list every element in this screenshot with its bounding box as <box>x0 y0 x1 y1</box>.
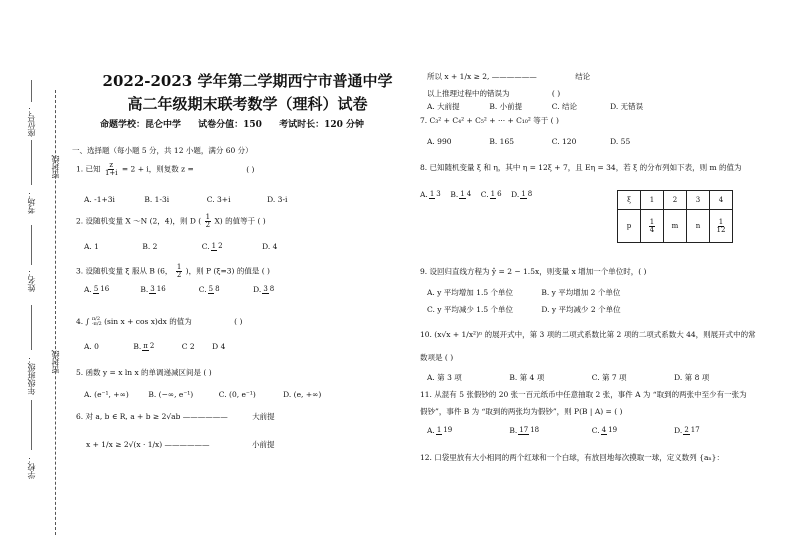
option-b[interactable]: B. (−∞, e⁻¹) <box>148 390 194 399</box>
seal-line-label-2: 密封线 <box>51 350 60 374</box>
table-cell: 2 <box>664 191 687 210</box>
q5-options <box>84 390 321 399</box>
q8-options <box>420 190 534 199</box>
option-a[interactable]: A. 1 19 <box>427 426 453 435</box>
table-cell: 4 <box>710 191 733 210</box>
q6-options <box>427 101 643 112</box>
option-a[interactable]: A. 大前提 <box>427 102 460 111</box>
option-c[interactable]: C. y 平均减少 1.5 个单位 <box>427 305 514 314</box>
seat-label: 座位号： <box>27 105 36 137</box>
seat-line <box>31 80 32 102</box>
option-a[interactable]: A. 第 3 项 <box>427 373 462 382</box>
setter-school: 命题学校：昆仑中学 <box>100 120 182 130</box>
q4-options <box>84 342 225 351</box>
table-cell: $\frac{1}{12}$ <box>710 210 733 243</box>
option-a[interactable]: A. 0 <box>84 342 99 351</box>
question-10-line2: 数项是 ( ) <box>420 353 454 362</box>
option-b[interactable]: B. π 2 <box>133 342 155 351</box>
q1-fraction: $\frac{z}{1+i}$ <box>104 161 118 177</box>
option-c[interactable]: C 2 <box>181 342 195 351</box>
question-8: 8. 已知随机变量 ξ 和 η，其中 η = 12ξ + 7，且 Eη = 34，若 ξ 的分布列如下表，则 m 的值为 <box>420 163 742 172</box>
question-4: 4. ∫ π/2 -π/2 (sin x + cos x)dx 的值为 ( ) <box>76 316 243 327</box>
exam-title-line1: 2022-2023 学年第二学期西宁市普通中学 <box>102 72 393 90</box>
exam-meta <box>100 117 378 130</box>
q1-options <box>84 195 287 204</box>
exam-title-line2: 高二年级期末联考数学（理科）试卷 <box>127 95 368 113</box>
option-d[interactable]: D. y 平均减少 2 个单位 <box>541 305 621 314</box>
school-line <box>31 400 32 450</box>
table-cell: m <box>664 210 687 243</box>
option-d[interactable]: D. 无错误 <box>610 102 644 111</box>
question-6-minor: x + 1/x ≥ 2√(x · 1/x) —————— 小前提 <box>86 440 275 449</box>
option-b[interactable]: B. 165 <box>489 137 514 146</box>
table-cell: p <box>618 210 641 243</box>
option-a[interactable]: A. (e⁻¹, +∞) <box>84 390 129 399</box>
duration: 考试时长：120 分钟 <box>279 120 365 130</box>
seal-dashed-line <box>55 90 56 535</box>
option-c[interactable]: C. 4 19 <box>591 426 618 435</box>
school-label: 学校： <box>27 455 36 479</box>
option-d[interactable]: D. 2 17 <box>674 426 700 435</box>
question-5: 5. 函数 y = x ln x 的单调递减区间是 ( ) <box>76 368 212 377</box>
option-d[interactable]: D. 1 8 <box>511 190 533 199</box>
question-7: 7. C₃² + C₄² + C₅² + ··· + C₁₀² 等于 ( ) <box>420 116 559 125</box>
option-c[interactable]: C. 5 8 <box>198 285 220 294</box>
q2-options <box>84 242 277 251</box>
question-1: 1. 已知 $\frac{z}{1+i}$ = 2 + i，则复数 z = ( ) <box>76 161 255 177</box>
name-label: 姓名： <box>27 268 36 292</box>
grade-class-line <box>31 305 32 350</box>
q10-options <box>427 372 709 383</box>
table-cell: ξ <box>618 191 641 210</box>
option-c[interactable]: C. 120 <box>551 137 577 146</box>
option-d[interactable]: D 4 <box>212 342 226 351</box>
q3-options <box>84 285 276 294</box>
option-c[interactable]: C. 1 2 <box>201 242 223 251</box>
option-d[interactable]: D. 55 <box>610 137 631 146</box>
q9-options-row1 <box>427 287 620 298</box>
question-11: 11. 从混有 5 张假钞的 20 张一百元纸币中任意抽取 2 张，事件 A 为 “取到的两张中至少有一张为 <box>420 390 747 399</box>
question-11-line2: 假钞”，事件 B 为 “取到的两张均为假钞”，则 P(B | A) = ( ) <box>420 407 623 416</box>
option-d[interactable]: D. 4 <box>262 242 278 251</box>
option-b[interactable]: B. 17 18 <box>509 426 540 435</box>
q9-options-row2 <box>427 304 621 315</box>
option-b[interactable]: B. 1 4 <box>450 190 472 199</box>
option-d[interactable]: D. 第 8 项 <box>674 373 710 382</box>
option-a[interactable]: A. 5 16 <box>84 285 110 294</box>
option-c[interactable]: C. 3+i <box>206 195 231 204</box>
table-cell: n <box>687 210 710 243</box>
grade-class-label: 年级班级： <box>27 355 36 395</box>
distribution-table <box>617 190 733 243</box>
option-a[interactable]: A. 990 <box>427 137 452 146</box>
option-b[interactable]: B. 2 <box>142 242 158 251</box>
option-a[interactable]: A. y 平均增加 1.5 个单位 <box>427 288 514 297</box>
option-a[interactable]: A. 1 <box>84 242 99 251</box>
table-cell: 1 <box>641 191 664 210</box>
option-d[interactable]: D. 3-i <box>267 195 288 204</box>
question-2: 2. 设随机变量 X ～N (2，4)，则 D ( $\frac{1}{2}$ X) 的值等于 ( ) <box>76 213 266 229</box>
question-12: 12. 口袋里放有大小相同的两个红球和一个白球，有放回地每次摸取一球，定义数列 {aₙ}： <box>420 453 724 462</box>
name-line <box>31 225 32 265</box>
question-6-stem: 以上推理过程中的错误为 ( ) <box>427 89 561 98</box>
option-c[interactable]: C. (0, e⁻¹) <box>218 390 256 399</box>
seal-line-label-1: 密封线 <box>51 155 60 179</box>
question-3: 3. 设随机变量 ξ 服从 B (6， $\frac{1}{2}$ )，则 P (ξ=3) 的值是 ( ) <box>76 263 270 279</box>
question-6-conclusion: 所以 x + 1/x ≥ 2, —————— 结论 <box>427 72 591 81</box>
option-b[interactable]: B. 3 16 <box>140 285 166 294</box>
question-10: 10. (x√x + 1/x²)ⁿ 的展开式中，第 3 项的二项式系数比第 2 项的二项式系数大 44，则展开式中的常 <box>420 330 756 339</box>
q7-options <box>427 137 630 146</box>
binding-margin <box>0 0 62 549</box>
option-c[interactable]: C. 1 6 <box>480 190 502 199</box>
option-b[interactable]: B. 1-3i <box>144 195 170 204</box>
option-c[interactable]: C. 第 7 项 <box>591 373 627 382</box>
q11-options <box>427 426 702 435</box>
exam-room-label: 考场： <box>27 190 36 214</box>
table-cell: 3 <box>687 191 710 210</box>
option-b[interactable]: B. 小前提 <box>489 102 523 111</box>
option-c[interactable]: C. 结论 <box>551 102 578 111</box>
question-6: 6. 对 a, b ∈ R, a + b ≥ 2√ab —————— 大前提 <box>76 412 275 421</box>
exam-room-line <box>31 140 32 185</box>
table-cell: $\frac{1}{4}$ <box>641 210 664 243</box>
option-d[interactable]: D. (e, +∞) <box>283 390 322 399</box>
question-9: 9. 设回归直线方程为 ŷ = 2 − 1.5x，则变量 x 增加一个单位时，( ) <box>420 267 647 276</box>
section-heading: 一、选择题（每小题 5 分，共 12 小题，满分 60 分） <box>72 146 253 155</box>
option-b[interactable]: B. y 平均增加 2 个单位 <box>541 288 621 297</box>
option-d[interactable]: D. 3 8 <box>253 285 275 294</box>
option-a[interactable]: A. 1 3 <box>420 190 441 199</box>
option-b[interactable]: B. 第 4 项 <box>509 373 545 382</box>
total-score: 试卷分值：150 <box>198 120 262 130</box>
option-a[interactable]: A. -1+3i <box>84 195 115 204</box>
